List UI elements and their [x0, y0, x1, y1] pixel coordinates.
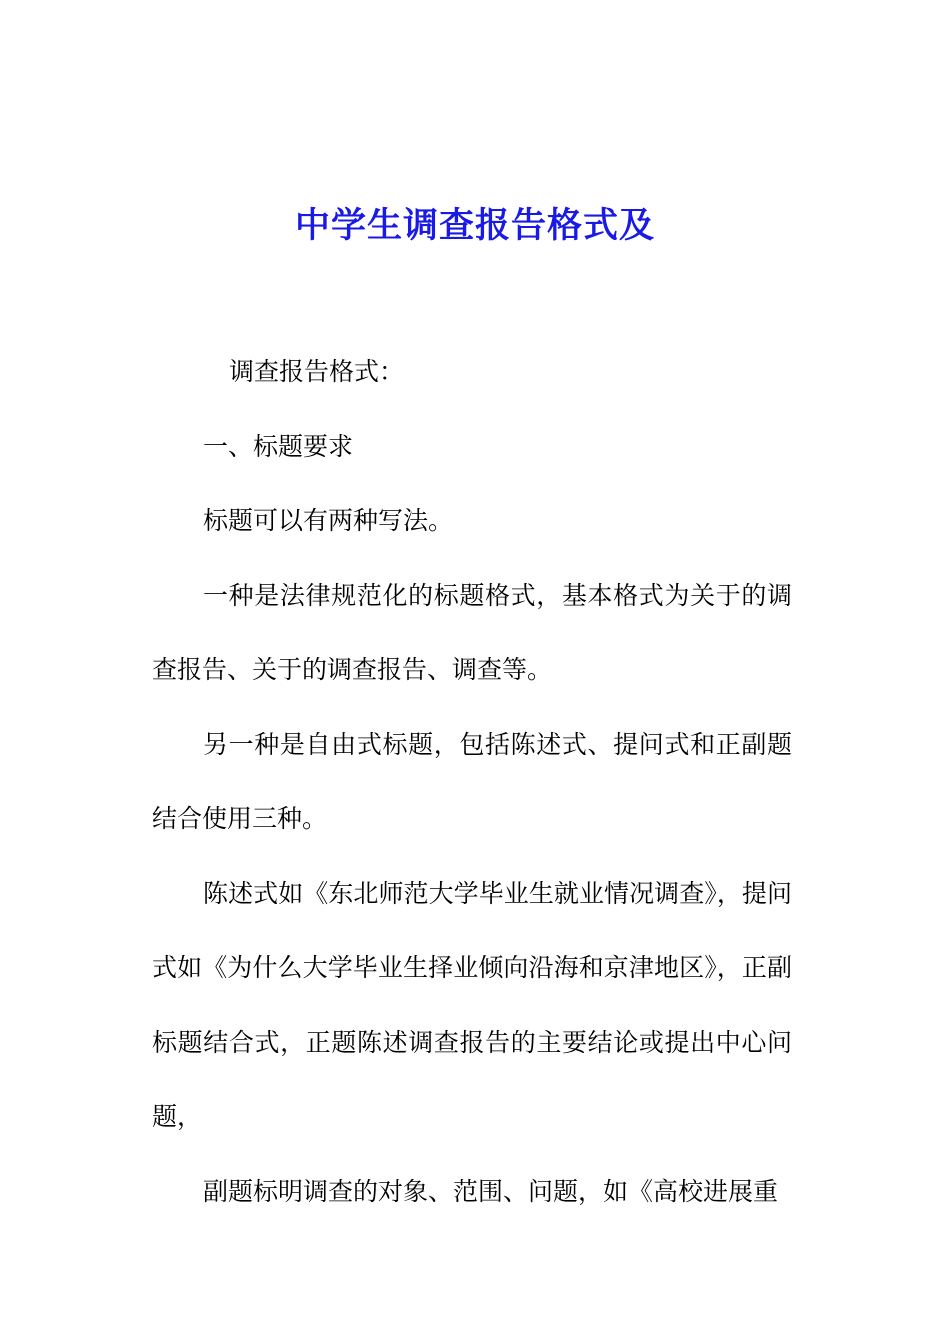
paragraph-subtitle: 副题标明调查的对象、范围、问题，如《高校进展重 [203, 1176, 779, 1206]
document-body [152, 335, 792, 1229]
paragraph-standard-title: 一种是法律规范化的标题格式，基本格式为关于的调查报告、关于的调查报告、调查等。 [152, 580, 792, 684]
paragraph-free-title: 另一种是自由式标题，包括陈述式、提问式和正副题结合使用三种。 [152, 729, 792, 833]
paragraph-section-one: 一、标题要求 [203, 431, 354, 461]
paragraph-title-intro: 标题可以有两种写法。 [203, 506, 454, 535]
paragraph-title-examples: 陈述式如《东北师范大学毕业生就业情况调查》，提问式如《为什么大学毕业生择业倾向沿海和京津地区》，正副标题结合式，正题陈述调查报告的主要结论或提出中心问题， [152, 878, 792, 1131]
document-title: 中学生调查报告格式及 [294, 205, 655, 247]
paragraph-format-heading: 调查报告格式： [229, 357, 405, 386]
